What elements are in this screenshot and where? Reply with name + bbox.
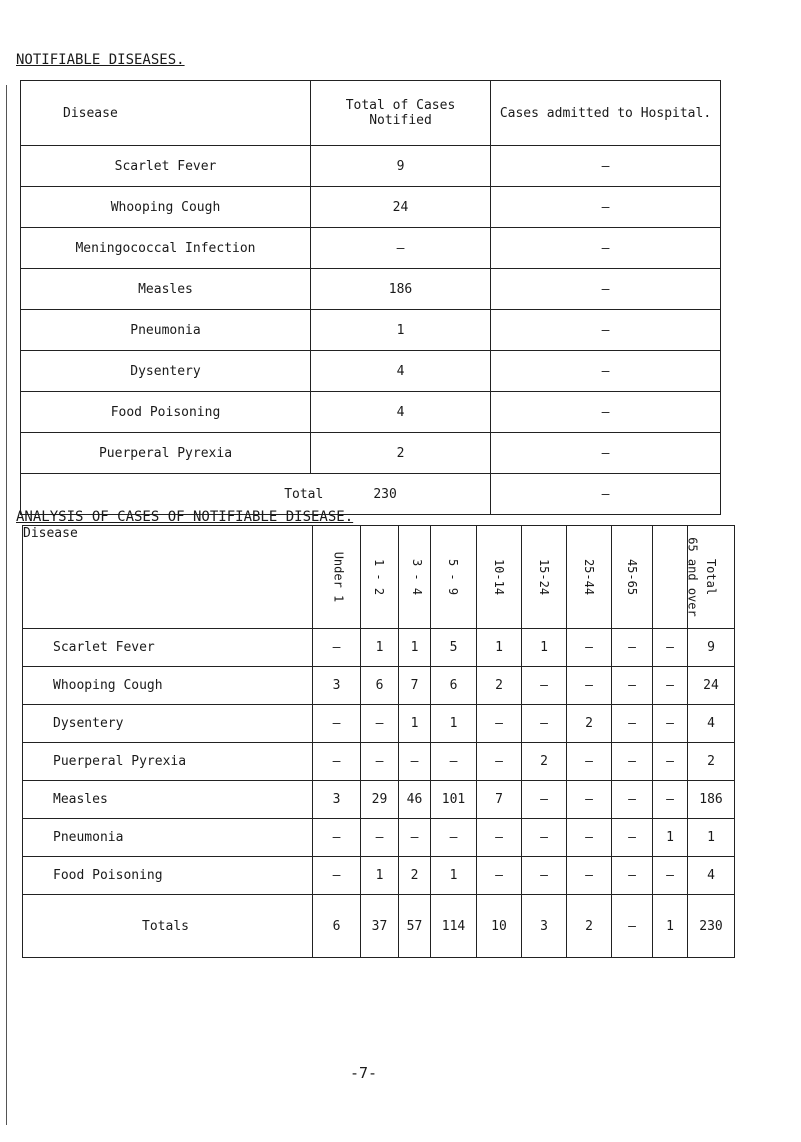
cell-count: –	[567, 781, 612, 819]
cell-count: –	[612, 781, 653, 819]
table-row	[21, 187, 721, 228]
cell-count: –	[399, 743, 431, 781]
table-row	[21, 228, 721, 269]
cell-disease: Scarlet Fever	[23, 629, 313, 667]
cell-count: 5	[431, 629, 477, 667]
cell-count: 29	[361, 781, 399, 819]
header-age-group	[477, 526, 522, 629]
table-row	[21, 310, 721, 351]
table-row	[21, 269, 721, 310]
analysis-table	[22, 525, 735, 958]
table-row	[23, 781, 735, 819]
cell-count: 2	[477, 667, 522, 705]
cell-count: –	[399, 819, 431, 857]
header-age-label: 1 - 2	[372, 558, 387, 595]
totals-count: 114	[431, 895, 477, 958]
cell-count: –	[361, 743, 399, 781]
cell-count: 9	[688, 629, 735, 667]
page-number: -7-	[350, 1064, 378, 1082]
header-age-group	[567, 526, 612, 629]
totals-count: 37	[361, 895, 399, 958]
totals-count: 6	[313, 895, 361, 958]
cell-count: –	[567, 743, 612, 781]
table-header-row	[23, 526, 735, 629]
cell-count: –	[522, 781, 567, 819]
cell-total-notified: 4	[311, 392, 491, 433]
cell-disease: Pneumonia	[21, 310, 311, 351]
cell-count: 1	[653, 819, 688, 857]
header-age-group	[399, 526, 431, 629]
cell-disease: Whooping Cough	[23, 667, 313, 705]
header-age-group	[313, 526, 361, 629]
cell-count: –	[313, 705, 361, 743]
header-age-group	[612, 526, 653, 629]
cell-disease: Measles	[23, 781, 313, 819]
cell-count: 1	[361, 857, 399, 895]
cell-count: –	[431, 819, 477, 857]
cell-count: –	[313, 629, 361, 667]
cell-count: –	[522, 819, 567, 857]
cell-count: –	[361, 819, 399, 857]
totals-count: 230	[688, 895, 735, 958]
cell-total-notified: 4	[311, 351, 491, 392]
cell-count: 1	[399, 629, 431, 667]
cell-count: –	[313, 819, 361, 857]
header-disease: Disease	[23, 526, 313, 629]
header-age-label: Under 1	[331, 551, 346, 602]
cell-admitted: –	[491, 351, 721, 392]
table-row	[21, 351, 721, 392]
totals-count: –	[612, 895, 653, 958]
header-age-label: 5 - 9	[446, 558, 461, 595]
cell-count: –	[567, 857, 612, 895]
cell-count: –	[522, 667, 567, 705]
cell-admitted: –	[491, 228, 721, 269]
cell-admitted: –	[491, 433, 721, 474]
header-disease: Disease	[21, 81, 311, 146]
cell-count: –	[612, 667, 653, 705]
table-header-row	[21, 81, 721, 146]
totals-count: 57	[399, 895, 431, 958]
table-row	[21, 392, 721, 433]
table-totals-row	[23, 895, 735, 958]
total-value: 230	[373, 486, 397, 502]
cell-count: –	[313, 743, 361, 781]
cell-count: 101	[431, 781, 477, 819]
total-label: Total	[284, 486, 324, 502]
cell-count: 2	[688, 743, 735, 781]
cell-count: 186	[688, 781, 735, 819]
cell-admitted: –	[491, 187, 721, 228]
cell-count: 2	[522, 743, 567, 781]
cell-count: 1	[477, 629, 522, 667]
cell-disease: Food Poisoning	[21, 392, 311, 433]
header-age-label: 10-14	[492, 558, 506, 595]
table-row	[23, 857, 735, 895]
header-total-notified: Total of Cases Notified	[311, 81, 491, 146]
cell-total-notified: 9	[311, 146, 491, 187]
cell-count: 24	[688, 667, 735, 705]
cell-count: 3	[313, 667, 361, 705]
total-admitted: –	[491, 474, 721, 515]
cell-count: –	[612, 743, 653, 781]
cell-disease: Puerperal Pyrexia	[23, 743, 313, 781]
cell-count: –	[653, 705, 688, 743]
table-row	[23, 705, 735, 743]
cell-disease: Food Poisoning	[23, 857, 313, 895]
totals-count: 1	[653, 895, 688, 958]
cell-count: –	[653, 667, 688, 705]
cell-count: –	[653, 857, 688, 895]
cell-disease: Whooping Cough	[21, 187, 311, 228]
cell-disease: Meningococcal Infection	[21, 228, 311, 269]
cell-count: –	[567, 667, 612, 705]
cell-count: –	[477, 743, 522, 781]
cell-count: –	[313, 857, 361, 895]
header-age-label: 15-24	[537, 558, 551, 595]
totals-count: 3	[522, 895, 567, 958]
cell-count: –	[477, 705, 522, 743]
cell-admitted: –	[491, 310, 721, 351]
cell-count: 6	[361, 667, 399, 705]
cell-disease: Puerperal Pyrexia	[21, 433, 311, 474]
cell-count: 7	[399, 667, 431, 705]
cell-count: 1	[431, 705, 477, 743]
table-row	[23, 819, 735, 857]
cell-count: 1	[522, 629, 567, 667]
cell-count: –	[431, 743, 477, 781]
cell-count: 6	[431, 667, 477, 705]
cell-count: 2	[399, 857, 431, 895]
heading-analysis: ANALYSIS OF CASES OF NOTIFIABLE DISEASE.	[16, 509, 354, 525]
table-row	[23, 743, 735, 781]
header-age-group	[431, 526, 477, 629]
cell-count: –	[477, 857, 522, 895]
totals-label: Totals	[23, 895, 313, 958]
cell-count: –	[477, 819, 522, 857]
cell-admitted: –	[491, 392, 721, 433]
cell-count: –	[612, 857, 653, 895]
totals-count: 10	[477, 895, 522, 958]
table-row	[23, 667, 735, 705]
header-age-label: 45-65	[625, 558, 639, 595]
cell-count: –	[653, 743, 688, 781]
table-row	[23, 629, 735, 667]
cell-count: –	[653, 629, 688, 667]
cell-disease: Dysentery	[21, 351, 311, 392]
cell-count: 1	[361, 629, 399, 667]
table-row	[21, 146, 721, 187]
cell-total-notified: –	[311, 228, 491, 269]
cell-count: 4	[688, 857, 735, 895]
header-admitted-hospital: Cases admitted to Hospital.	[491, 81, 721, 146]
cell-count: –	[567, 629, 612, 667]
cell-count: –	[612, 819, 653, 857]
cell-total-notified: 2	[311, 433, 491, 474]
cell-admitted: –	[491, 269, 721, 310]
cell-count: 1	[688, 819, 735, 857]
cell-count: –	[612, 705, 653, 743]
cell-count: –	[522, 705, 567, 743]
notifiable-diseases-table	[20, 80, 721, 515]
cell-count: –	[522, 857, 567, 895]
header-age-label: Total	[704, 558, 718, 595]
cell-total-notified: 1	[311, 310, 491, 351]
cell-count: –	[653, 781, 688, 819]
cell-disease: Measles	[21, 269, 311, 310]
cell-count: –	[612, 629, 653, 667]
cell-count: 46	[399, 781, 431, 819]
cell-count: –	[567, 819, 612, 857]
cell-total-notified: 186	[311, 269, 491, 310]
cell-disease: Pneumonia	[23, 819, 313, 857]
cell-count: 4	[688, 705, 735, 743]
cell-count: –	[361, 705, 399, 743]
totals-count: 2	[567, 895, 612, 958]
cell-count: 7	[477, 781, 522, 819]
cell-total-notified: 24	[311, 187, 491, 228]
margin-line	[6, 85, 7, 1125]
heading-notifiable-diseases: NOTIFIABLE DISEASES.	[16, 52, 185, 68]
header-age-label: 65 and over	[685, 536, 700, 617]
cell-admitted: –	[491, 146, 721, 187]
table-row	[21, 433, 721, 474]
header-age-group	[653, 526, 700, 629]
header-age-group	[522, 526, 567, 629]
cell-count: 2	[567, 705, 612, 743]
cell-count: 3	[313, 781, 361, 819]
header-age-label: 25-44	[582, 558, 596, 595]
header-age-group	[361, 526, 399, 629]
cell-count: 1	[399, 705, 431, 743]
cell-disease: Scarlet Fever	[21, 146, 311, 187]
cell-disease: Dysentery	[23, 705, 313, 743]
header-age-label: 3 - 4	[410, 558, 425, 595]
cell-count: 1	[431, 857, 477, 895]
